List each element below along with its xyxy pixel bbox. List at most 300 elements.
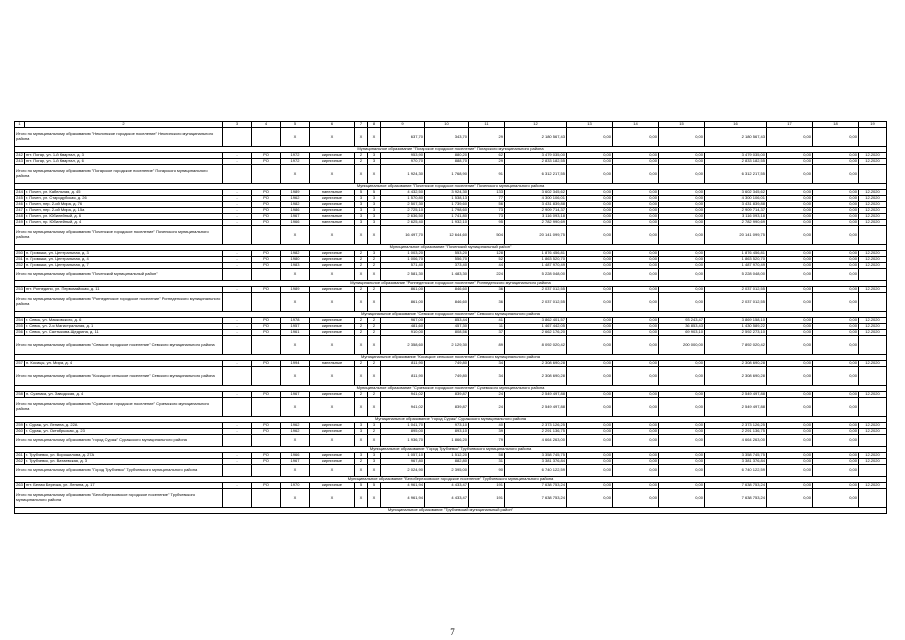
- subtotal-cell: 2 395,00: [425, 465, 469, 477]
- table-cell: 2 373 126,25: [705, 423, 767, 429]
- table-cell: 1 741,80: [425, 214, 469, 220]
- table-cell: 0,00: [813, 220, 859, 226]
- subtotal-cell: 2 180 567,43: [505, 128, 567, 147]
- table-cell: 12.2020: [859, 159, 887, 165]
- table-cell: 0,00: [767, 153, 813, 159]
- subtotal-cell: 5 228 048,00: [505, 269, 567, 281]
- table-cell: 0,00: [613, 153, 659, 159]
- subtotal-cell: 811,90: [381, 367, 425, 386]
- subtotal-cell: 16 497,70: [381, 226, 425, 245]
- table-cell: 2: [355, 263, 368, 269]
- table-cell: 5: [368, 483, 381, 489]
- section-title: Муниципальное образование "Почепский муниципальный район": [15, 245, 887, 251]
- subtotal-cell: 20 141 099,75: [705, 226, 767, 245]
- subtotal-cell: 0,00: [567, 293, 613, 312]
- table-cell: 0,00: [813, 257, 859, 263]
- table-cell: 2: [368, 318, 381, 324]
- table-cell: -: [223, 361, 252, 367]
- table-cell: 2 291 136,75: [705, 429, 767, 435]
- subtotal-cell: [252, 336, 281, 355]
- subtotal-cell: X: [355, 489, 368, 508]
- table-cell: 0,00: [659, 429, 705, 435]
- table-cell: 1966: [281, 220, 310, 226]
- subtotal-cell: [859, 293, 887, 312]
- table-cell: РО: [252, 153, 281, 159]
- table-cell: 256: [16, 329, 23, 335]
- table-cell: 2: [368, 361, 381, 367]
- subtotal-cell: X: [368, 465, 381, 477]
- table-cell: 0,00: [813, 159, 859, 165]
- subtotal-cell: 0,00: [767, 465, 813, 477]
- table-cell: -: [223, 263, 252, 269]
- subtotal-label: Итого по муниципальному образованию "город Сураж" Суражского муниципального района: [15, 435, 223, 447]
- table-cell: г. Сураж, ул. Ленина, д. 22А: [25, 423, 223, 429]
- subtotal-cell: 0,00: [613, 489, 659, 508]
- table-cell: 0,00: [613, 392, 659, 398]
- table-cell: 0,00: [813, 190, 859, 196]
- table-cell: 0,00: [659, 196, 705, 202]
- subtotal-cell: 36: [469, 293, 505, 312]
- table-cell: 0,00: [613, 459, 659, 465]
- table-cell: 12.2020: [859, 251, 887, 257]
- subtotal-cell: X: [310, 293, 355, 312]
- table-cell: кирпичные: [310, 429, 355, 435]
- subtotal-cell: 6 312 217,55: [705, 165, 767, 184]
- subtotal-cell: 941,02: [381, 398, 425, 417]
- table-cell: 2 373 126,25: [505, 423, 567, 429]
- subtotal-cell: 5 228 048,00: [705, 269, 767, 281]
- table-cell: 0,00: [659, 459, 705, 465]
- table-cell: 4 432,50: [381, 190, 425, 196]
- subtotal-cell: 29: [469, 128, 505, 147]
- table-cell: 3: [368, 453, 381, 459]
- table-cell: п. Суземка, ул. Заводская, д. 4: [25, 392, 223, 398]
- table-cell: кирпичные: [310, 257, 355, 263]
- table-cell: кирпичные: [310, 459, 355, 465]
- subtotal-cell: 0,00: [767, 435, 813, 447]
- table-cell: 263: [16, 482, 23, 488]
- subtotal-cell: 224: [469, 269, 505, 281]
- table-cell: 0,00: [613, 318, 659, 324]
- subtotal-cell: [252, 165, 281, 184]
- table-cell: 12.2020: [859, 423, 887, 429]
- table-cell: кирпичные: [310, 324, 355, 330]
- subtotal-cell: X: [368, 226, 381, 245]
- subtotal-cell: X: [368, 435, 381, 447]
- table-cell: 0,00: [767, 483, 813, 489]
- subtotal-cell: 0,00: [659, 398, 705, 417]
- table-cell: 0,00: [767, 208, 813, 214]
- table-cell: 457,30: [425, 324, 469, 330]
- table-cell: 0,00: [613, 324, 659, 330]
- table-cell: 1 512,20: [425, 453, 469, 459]
- subtotal-cell: 749,80: [425, 367, 469, 386]
- subtotal-label: Итого по муниципальному образованию "Почепское городское поселение" Почепского муниципального района: [15, 226, 223, 245]
- table-cell: 0,00: [813, 214, 859, 220]
- table-cell: 3 116 093,18: [505, 214, 567, 220]
- subtotal-cell: X: [368, 398, 381, 417]
- table-cell: 2: [368, 263, 381, 269]
- table-cell: 248: [16, 213, 23, 219]
- table-cell: г. Почеп, пер. 2-ой Мира, д. 76: [25, 202, 223, 208]
- table-cell: п. Громыки, ул. Центральная, д. 3: [25, 251, 223, 257]
- table-cell: РО: [252, 324, 281, 330]
- subtotal-label: Итого по муниципальному образованию "Почепский муниципальный район": [15, 269, 223, 281]
- table-cell: 257: [16, 360, 23, 366]
- table-cell: 0,00: [613, 214, 659, 220]
- subtotal-row: [15, 128, 887, 147]
- table-cell: 1 467 442,05: [505, 324, 567, 330]
- table-cell: 5: [355, 483, 368, 489]
- subtotal-cell: X: [355, 293, 368, 312]
- table-cell: 0,00: [813, 324, 859, 330]
- table-cell: РО: [252, 263, 281, 269]
- subtotal-cell: 0,00: [813, 226, 859, 245]
- table-cell: 3 602 345,62: [705, 190, 767, 196]
- table-cell: РО: [252, 483, 281, 489]
- table-cell: 2 037 012,55: [505, 287, 567, 293]
- subtotal-cell: 91: [469, 165, 505, 184]
- column-number: 8: [368, 122, 381, 128]
- table-cell: 3: [355, 429, 368, 435]
- subtotal-cell: 0,00: [659, 269, 705, 281]
- subtotal-cell: 2 129,30: [425, 336, 469, 355]
- table-cell: 888,70: [425, 159, 469, 165]
- table-cell: -: [223, 202, 252, 208]
- subtotal-cell: 1 936,70: [381, 435, 425, 447]
- subtotal-cell: 0,00: [659, 165, 705, 184]
- table-cell: 749,80: [425, 361, 469, 367]
- subtotal-cell: X: [368, 489, 381, 508]
- table-cell: 0,00: [813, 483, 859, 489]
- table-cell: 2: [368, 257, 381, 263]
- table-cell: РО: [252, 453, 281, 459]
- subtotal-cell: 0,00: [767, 165, 813, 184]
- table-cell: РО: [252, 202, 281, 208]
- table-cell: 2: [355, 159, 368, 165]
- subtotal-cell: 8 092 020,42: [505, 336, 567, 355]
- subtotal-row: [15, 465, 887, 477]
- subtotal-cell: 89: [469, 336, 505, 355]
- table-cell: 2: [355, 153, 368, 159]
- subtotal-cell: 637,70: [381, 128, 425, 147]
- subtotal-cell: 0,00: [813, 489, 859, 508]
- table-cell: п. Косицы, ул. Мира, д. 4: [25, 361, 223, 367]
- subtotal-cell: 0,00: [659, 226, 705, 245]
- table-cell: 846,60: [425, 287, 469, 293]
- table-cell: 36 853,43: [659, 324, 705, 330]
- subtotal-cell: X: [310, 465, 355, 477]
- subtotal-cell: X: [310, 398, 355, 417]
- table-cell: 12.2020: [859, 257, 887, 263]
- subtotal-cell: [223, 465, 252, 477]
- subtotal-cell: [859, 165, 887, 184]
- subtotal-cell: [223, 165, 252, 184]
- table-cell: 3: [355, 220, 368, 226]
- subtotal-label: Итого по муниципальному образованию "Погарское городское поселение" Погарского муниципального района: [15, 165, 223, 184]
- table-cell: 0,00: [613, 190, 659, 196]
- subtotal-cell: 1 768,90: [425, 165, 469, 184]
- subtotal-cell: X: [310, 336, 355, 355]
- subtotal-cell: 6 740 122,59: [505, 465, 567, 477]
- subtotal-row: [15, 336, 887, 355]
- table-cell: 1962: [281, 429, 310, 435]
- table-cell: 0,00: [659, 453, 705, 459]
- table-cell: 0,00: [567, 361, 613, 367]
- subtotal-cell: [223, 336, 252, 355]
- subtotal-cell: 0,00: [767, 293, 813, 312]
- table-cell: 12.2020: [859, 392, 887, 398]
- subtotal-cell: [252, 398, 281, 417]
- table-cell: 12.2020: [859, 202, 887, 208]
- subtotal-cell: 0,00: [767, 367, 813, 386]
- subtotal-cell: 1 483,30: [425, 269, 469, 281]
- table-cell: 12.2020: [859, 429, 887, 435]
- table-cell: РО: [252, 257, 281, 263]
- subtotal-row: [15, 489, 887, 508]
- section-title: Муниципальное образование "Севское городское поселение" Севского муниципального района: [15, 312, 887, 318]
- table-cell: 2 592 273,10: [705, 330, 767, 336]
- table-cell: 0,00: [767, 159, 813, 165]
- table-cell: 2: [368, 392, 381, 398]
- subtotal-cell: 0,00: [613, 269, 659, 281]
- table-cell: 0,00: [613, 263, 659, 269]
- table-cell: 249: [16, 219, 23, 225]
- column-number: 3: [223, 122, 252, 128]
- table-cell: 258: [16, 391, 23, 397]
- table-cell: 481,60: [381, 324, 425, 330]
- table-cell: г. Севск, ул. Салтыкова-Щедрина, д. 11: [25, 330, 223, 336]
- table-cell: 0,00: [813, 318, 859, 324]
- subtotal-cell: 0,00: [613, 435, 659, 447]
- column-number: 7: [355, 122, 368, 128]
- table-cell: 3 381 376,84: [705, 459, 767, 465]
- table-cell: г. Почеп, ул. Стародубская, д. 26: [25, 196, 223, 202]
- column-number: 1: [15, 122, 25, 128]
- table-cell: 0,00: [659, 423, 705, 429]
- table-cell: 973,10: [425, 423, 469, 429]
- table-cell: 3: [368, 423, 381, 429]
- table-cell: 1 006,70: [381, 257, 425, 263]
- table-cell: 3: [368, 251, 381, 257]
- table-cell: 12.2020: [859, 220, 887, 226]
- subtotal-cell: X: [281, 269, 310, 281]
- column-number: 19: [859, 122, 887, 128]
- table-cell: 4 300 106,01: [505, 196, 567, 202]
- subtotal-cell: [252, 293, 281, 312]
- table-cell: 0,00: [613, 159, 659, 165]
- subtotal-cell: 34: [469, 367, 505, 386]
- table-cell: 0,00: [767, 257, 813, 263]
- table-cell: 1986: [281, 208, 310, 214]
- table-cell: 3: [368, 220, 381, 226]
- table-cell: 3 358 745,75: [705, 453, 767, 459]
- table-cell: 0,00: [659, 251, 705, 257]
- table-cell: 69 903,10: [659, 330, 705, 336]
- table-cell: 1962: [281, 423, 310, 429]
- table-cell: 1 863 520,70: [505, 257, 567, 263]
- table-cell: кирпичные: [310, 208, 355, 214]
- subtotal-label: Итого по муниципальному образованию "Белоберезковское городское поселение" Трубчевского муниципального района: [15, 489, 223, 508]
- subtotal-cell: 4 961,94: [381, 489, 425, 508]
- table-cell: 373,40: [425, 263, 469, 269]
- table-cell: 0,00: [613, 453, 659, 459]
- subtotal-cell: X: [310, 165, 355, 184]
- table-cell: 2 308 690,28: [705, 361, 767, 367]
- subtotal-cell: 0,00: [813, 269, 859, 281]
- table-cell: 2: [355, 287, 368, 293]
- table-cell: 3 479 035,00: [505, 153, 567, 159]
- table-cell: 0,00: [613, 361, 659, 367]
- table-cell: РО: [252, 423, 281, 429]
- table-cell: 2 549 497,88: [505, 392, 567, 398]
- table-cell: 571,40: [381, 263, 425, 269]
- table-cell: 0,00: [767, 324, 813, 330]
- subtotal-cell: 0,00: [567, 398, 613, 417]
- table-cell: 5: [368, 190, 381, 196]
- table-cell: 3: [368, 153, 381, 159]
- table-cell: п. Громыки, ул. Центральная, д. 4: [25, 257, 223, 263]
- table-cell: 3 431 839,88: [705, 202, 767, 208]
- subtotal-cell: 2 037 012,55: [705, 293, 767, 312]
- column-number: 2: [25, 122, 223, 128]
- subtotal-cell: 0,00: [567, 269, 613, 281]
- table-cell: 243: [16, 158, 23, 164]
- table-cell: 2 833 182,55: [705, 159, 767, 165]
- table-cell: 3 479 035,00: [705, 153, 767, 159]
- table-cell: 4 300 106,01: [705, 196, 767, 202]
- subtotal-cell: 2 180 567,43: [705, 128, 767, 147]
- table-cell: кирпичные: [310, 263, 355, 269]
- table-cell: 7 638 753,24: [705, 483, 767, 489]
- subtotal-cell: 0,00: [567, 367, 613, 386]
- subtotal-cell: X: [310, 435, 355, 447]
- subtotal-cell: 0,00: [813, 128, 859, 147]
- subtotal-cell: X: [368, 165, 381, 184]
- table-cell: п. Громыки, ул. Центральная, д. 7: [25, 263, 223, 269]
- subtotal-cell: [223, 293, 252, 312]
- subtotal-cell: [252, 465, 281, 477]
- table-cell: 261: [16, 452, 23, 458]
- table-cell: 0,00: [813, 263, 859, 269]
- table-cell: 1 487 970,49: [705, 263, 767, 269]
- table-cell: -: [223, 220, 252, 226]
- table-cell: -: [223, 159, 252, 165]
- table-cell: 260: [16, 428, 23, 434]
- table-cell: 0,00: [613, 287, 659, 293]
- subtotal-cell: X: [355, 336, 368, 355]
- table-cell: 0,00: [813, 153, 859, 159]
- table-cell: 0,00: [767, 459, 813, 465]
- subtotal-row: [15, 293, 887, 312]
- table-cell: 1 932,10: [425, 220, 469, 226]
- table-cell: 0,00: [813, 208, 859, 214]
- table-cell: 2 291 136,75: [505, 429, 567, 435]
- table-cell: 3: [355, 202, 368, 208]
- subtotal-label: Итого по муниципальному образованию "Косицкое сельское поселение" Севского муниципального района: [15, 367, 223, 386]
- subtotal-cell: 4 664 263,00: [705, 435, 767, 447]
- table-cell: 1 863 520,70: [705, 257, 767, 263]
- subtotal-cell: 1 924,30: [381, 165, 425, 184]
- subtotal-cell: 2 581,30: [381, 269, 425, 281]
- table-cell: 0,00: [567, 459, 613, 465]
- column-number: 16: [705, 122, 767, 128]
- table-cell: 12.2020: [859, 361, 887, 367]
- table-cell: 250: [16, 250, 23, 256]
- table-cell: кирпичные: [310, 330, 355, 336]
- table-cell: 0,00: [659, 257, 705, 263]
- subtotal-cell: 79: [469, 435, 505, 447]
- table-cell: 247: [16, 207, 23, 213]
- subtotal-cell: 0,00: [767, 269, 813, 281]
- table-cell: 1980: [281, 257, 310, 263]
- table-cell: РО: [252, 220, 281, 226]
- subtotal-row: [15, 269, 887, 281]
- table-cell: 0,00: [767, 190, 813, 196]
- table-cell: 0,00: [813, 202, 859, 208]
- table-cell: 0,00: [613, 202, 659, 208]
- subtotal-cell: X: [355, 226, 368, 245]
- column-number: 4: [252, 122, 281, 128]
- table-cell: 255: [16, 323, 23, 329]
- subtotal-cell: X: [368, 336, 381, 355]
- subtotal-cell: 839,87: [425, 398, 469, 417]
- table-cell: 2 909 714,37: [705, 208, 767, 214]
- subtotal-cell: [223, 435, 252, 447]
- table-cell: 0,00: [659, 361, 705, 367]
- subtotal-row: [15, 226, 887, 245]
- table-cell: кирпичные: [310, 392, 355, 398]
- subtotal-cell: 0,00: [567, 435, 613, 447]
- table-cell: 133: [469, 190, 505, 196]
- table-cell: 0,00: [767, 214, 813, 220]
- subtotal-cell: 7 638 753,24: [505, 489, 567, 508]
- table-cell: РО: [252, 251, 281, 257]
- subtotal-cell: [859, 435, 887, 447]
- table-cell: 31: [469, 459, 505, 465]
- table-cell: 0,00: [659, 287, 705, 293]
- subtotal-cell: 12 644,60: [425, 226, 469, 245]
- table-cell: -: [223, 287, 252, 293]
- table-cell: 0,00: [813, 330, 859, 336]
- table-cell: 2 549 497,88: [705, 392, 767, 398]
- column-number: 12: [505, 122, 567, 128]
- table-cell: 3 116 093,18: [705, 214, 767, 220]
- table-cell: 128: [469, 251, 505, 257]
- table-cell: 0,00: [767, 251, 813, 257]
- subtotal-cell: [252, 226, 281, 245]
- subtotal-cell: X: [355, 128, 368, 147]
- table-cell: кирпичные: [310, 423, 355, 429]
- table-cell: 1961: [281, 330, 310, 336]
- table-cell: 93 243,47: [659, 318, 705, 324]
- table-cell: 0,00: [567, 257, 613, 263]
- subtotal-cell: 191: [469, 489, 505, 508]
- table-cell: г. Почеп, пер. 2-ой Мира, д. 15а: [25, 208, 223, 214]
- subtotal-cell: 20 141 099,75: [505, 226, 567, 245]
- table-cell: 0,00: [567, 318, 613, 324]
- table-cell: 39: [469, 429, 505, 435]
- section-title: Муниципальное образование "Суземское городское поселение" Суземского муниципального района: [15, 386, 887, 392]
- table-cell: 0,00: [613, 251, 659, 257]
- table-cell: кирпичные: [310, 251, 355, 257]
- table-cell: 12.2020: [859, 483, 887, 489]
- table-cell: 553,20: [425, 251, 469, 257]
- section-title: Муниципальное образование "Трубчевский муниципальный район": [15, 508, 887, 514]
- table-cell: 0,00: [567, 287, 613, 293]
- table-cell: 3: [368, 196, 381, 202]
- subtotal-cell: 0,00: [659, 465, 705, 477]
